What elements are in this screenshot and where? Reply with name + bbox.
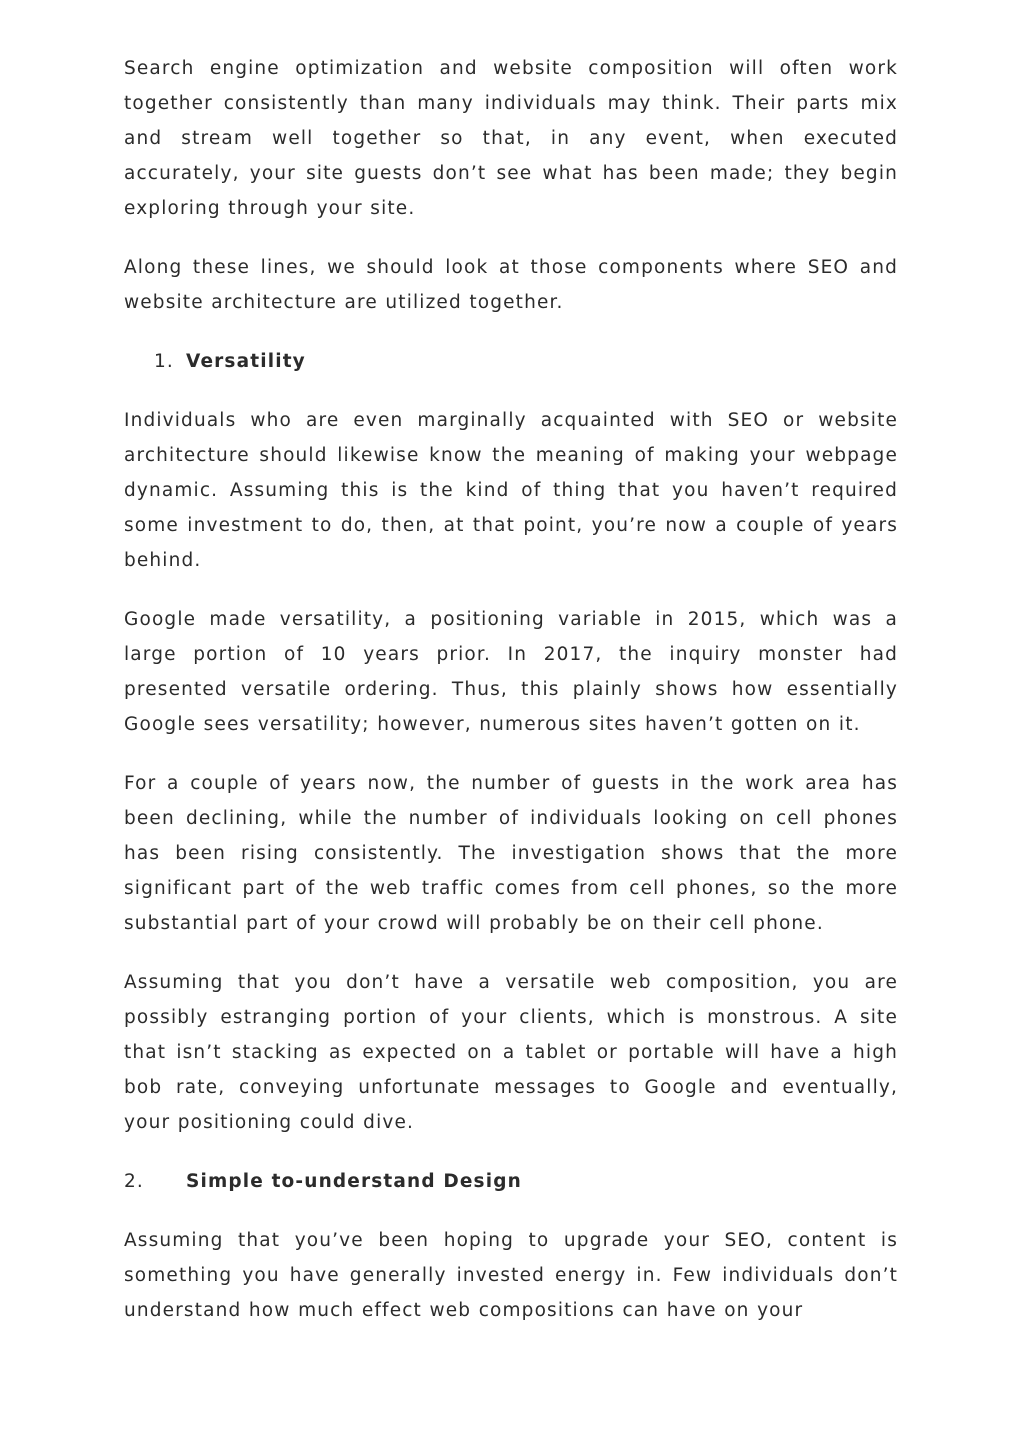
section2-paragraph-1: Assuming that you’ve been hoping to upgrade your SEO, content is something you have generally invested energy in. Few individuals don’t understand how much effect web compositions can have on your bbox=[124, 1230, 898, 1321]
section1-paragraph-4: Assuming that you don’t have a versatile web composition, you are possibly estranging portion of your clients, which is monstrous. A site that isn’t stacking as expected on a tablet or portable will have a high bob rate, conveying unfortunate messages to Google and eventually, your positioning could dive. bbox=[124, 972, 898, 1133]
section-title: Simple to-understand Design bbox=[186, 1171, 522, 1192]
section-heading-design bbox=[124, 1164, 898, 1199]
document-page bbox=[124, 51, 898, 1352]
intro-paragraph-1: Search engine optimization and website composition will often work together consistently than many individuals may think. Their parts mix and stream well together so that, in any event, when executed accurately, your site guests don’t see what has been made; they begin exploring through your site. bbox=[124, 58, 898, 219]
section1-paragraph-3: For a couple of years now, the number of guests in the work area has been declining, while the number of individuals looking on cell phones has been rising consistently. The investigation shows that the more significant part of the web traffic comes from cell phones, so the more substantial part of your crowd will probably be on their cell phone. bbox=[124, 773, 898, 934]
section-heading-versatility bbox=[124, 344, 898, 379]
section1-paragraph-1: Individuals who are even marginally acquainted with SEO or website architecture should likewise know the meaning of making your webpage dynamic. Assuming this is the kind of thing that you haven’t required some investment to do, then, at that point, you’re now a couple of years behind. bbox=[124, 410, 898, 571]
section-number: 2. bbox=[124, 1171, 144, 1192]
section-number: 1. bbox=[154, 351, 174, 372]
section-title: Versatility bbox=[186, 351, 306, 372]
intro-paragraph-2: Along these lines, we should look at those components where SEO and website architecture are utilized together. bbox=[124, 257, 898, 313]
section1-paragraph-2: Google made versatility, a positioning variable in 2015, which was a large portion of 10 years prior. In 2017, the inquiry monster had presented versatile ordering. Thus, this plainly shows how essentially Google sees versatility; however, numerous sites haven’t gotten on it. bbox=[124, 609, 898, 735]
